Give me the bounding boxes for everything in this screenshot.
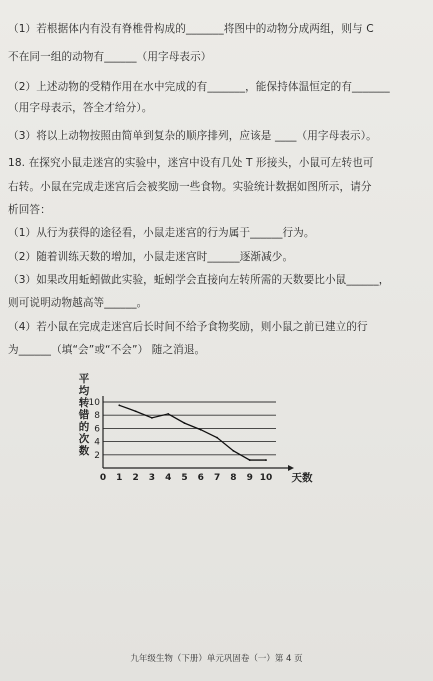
data-point-day-10	[265, 459, 267, 461]
data-point-day-2	[135, 410, 137, 412]
x-tick-0: 0	[99, 473, 107, 483]
question-18-3-line-2: 则可说明动物越高等______。	[8, 297, 148, 309]
question-18-2: （2）随着训练天数的增加，小鼠走迷宫时______逐渐减少。	[8, 251, 294, 263]
y-tick-2: 2	[94, 450, 100, 461]
x-axis-label: 天数	[291, 472, 313, 484]
page-footer: 九年级生物（下册）单元巩固卷（一）第 4 页	[130, 654, 303, 664]
data-point-day-1	[118, 404, 120, 406]
data-point-day-8	[233, 450, 235, 452]
data-point-day-4	[167, 413, 169, 415]
x-tick-labels	[100, 473, 272, 483]
y-tick-labels	[89, 398, 101, 461]
x-tick-1: 1	[116, 473, 123, 483]
y-label-char-2: 转	[78, 397, 90, 409]
x-tick-10: 10	[259, 473, 273, 483]
y-tick-10: 10	[88, 398, 100, 408]
x-tick-8: 8	[230, 473, 237, 483]
question-18-3-line-1: （3）如果改用蚯蚓做此实验，蚯蚓学会直接向左转所需的天数要比小鼠______，	[8, 274, 390, 286]
data-point-day-5	[184, 422, 186, 424]
x-tick-7: 7	[213, 473, 221, 483]
y-tick-8: 8	[94, 411, 100, 422]
y-axis-label	[78, 372, 90, 457]
data-point-day-9	[249, 459, 251, 461]
y-tick-4: 4	[94, 437, 100, 448]
y-label-char-1: 均	[78, 385, 90, 397]
question-17-1-line-2: 不在同一组的动物有______（用字母表示）	[8, 51, 212, 63]
data-point-day-6	[200, 429, 202, 431]
y-tick-6: 6	[94, 424, 100, 435]
question-18-4-line-2: 为______（填“会”或“不会”） 随之消退。	[8, 344, 206, 356]
question-18-1: （1）从行为获得的途径看，小鼠走迷宫的行为属于______行为。	[8, 227, 315, 239]
x-axis-arrow	[288, 465, 294, 471]
question-17-3-line: （3）将以上动物按照由简单到复杂的顺序排列，应该是 ____（用字母表示）。	[8, 130, 377, 142]
x-tick-2: 2	[132, 473, 139, 483]
x-tick-6: 6	[197, 473, 204, 483]
question-17-2-line-2: （用字母表示，答全才给分）。	[8, 102, 153, 114]
question-17-2-line-1: （2）上述动物的受精作用在水中完成的有_______，能保持体温恒定的有_______	[8, 81, 390, 93]
x-tick-4: 4	[165, 473, 172, 483]
x-tick-3: 3	[148, 473, 156, 483]
question-17-1-line-1: （1）若根据体内有没有脊椎骨构成的_______将图中的动物分成两组，则与 C	[8, 23, 374, 35]
data-point-day-3	[151, 417, 153, 419]
series-line	[119, 405, 266, 460]
x-tick-5: 5	[181, 473, 188, 483]
y-label-char-6: 数	[78, 445, 90, 457]
maze-error-line-chart	[70, 372, 313, 490]
question-18-intro-3: 析回答：	[8, 204, 51, 216]
data-point-day-7	[216, 437, 218, 439]
question-18-intro-2: 右转。小鼠在完成走迷宫后会被奖励一些食物。实验统计数据如图所示，请分	[8, 181, 372, 193]
question-18-4-line-1: （4）若小鼠在完成走迷宫后长时间不给予食物奖励，则小鼠之前已建立的行	[8, 321, 368, 333]
chart-grid	[103, 402, 276, 455]
x-tick-9: 9	[246, 473, 253, 483]
y-label-char-4: 的	[78, 421, 90, 433]
y-label-char-0: 平	[78, 373, 90, 385]
y-label-char-3: 错	[78, 409, 90, 421]
question-18-intro-1: 18. 在探究小鼠走迷宫的实验中，迷宫中设有几处 T 形接头，小鼠可左转也可	[8, 157, 374, 169]
y-label-char-5: 次	[78, 433, 90, 445]
